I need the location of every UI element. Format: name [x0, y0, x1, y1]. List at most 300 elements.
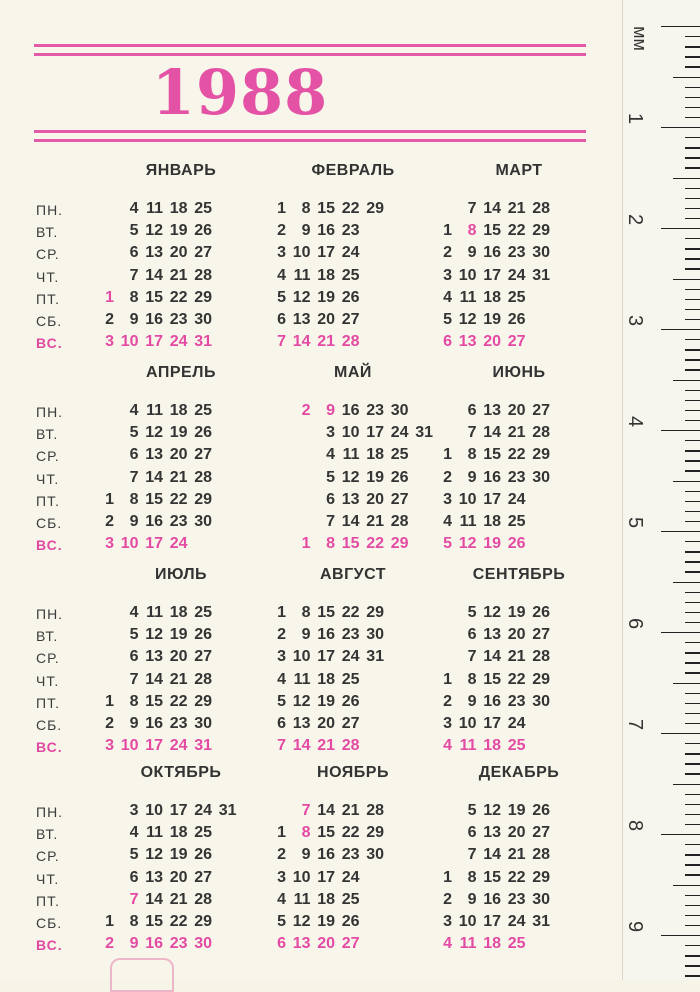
day-cell: 8: [326, 535, 335, 553]
weekday-label: ВС.: [36, 937, 63, 954]
day-cell: 13: [483, 626, 501, 644]
month-name: МАРТ: [495, 162, 543, 179]
day-cell: 30: [390, 402, 409, 419]
ruler-tick: [685, 107, 700, 108]
ruler-number: 7: [624, 718, 647, 731]
day-cell: 6: [129, 648, 139, 666]
weekday-label: ЧТ.: [36, 470, 60, 487]
day-cell: 8: [129, 288, 139, 306]
day-cell: 10: [458, 913, 477, 930]
ruler-tick: [685, 965, 700, 966]
day-cell: 23: [169, 935, 188, 953]
day-cell: 17: [483, 490, 501, 508]
day-cell: 14: [292, 333, 311, 351]
ruler-tick: [685, 299, 700, 300]
day-cell: 9: [467, 692, 477, 710]
day-cell: 11: [293, 266, 311, 284]
day-cell: 30: [366, 626, 384, 644]
day-cell: 2: [105, 311, 114, 328]
ruler-tick: [685, 440, 700, 441]
ruler-tick: [685, 359, 700, 360]
day-cell: 14: [341, 513, 360, 530]
day-cell: 19: [169, 424, 188, 442]
ruler-tick: [661, 228, 700, 229]
weekday-label: ЧТ.: [36, 268, 60, 285]
ruler-tick: [661, 430, 700, 431]
stamp-mark: [110, 958, 174, 992]
day-cell: 31: [532, 266, 550, 284]
day-cell: 23: [169, 311, 188, 328]
month-name: ИЮЛЬ: [154, 566, 208, 583]
day-cell: 4: [277, 890, 286, 908]
day-cell: 19: [507, 604, 526, 621]
day-cell: 25: [507, 737, 526, 755]
day-cell: 12: [483, 604, 501, 621]
day-cell: 27: [194, 446, 212, 464]
day-cell: 29: [194, 288, 212, 306]
day-cell: 2: [105, 935, 114, 953]
day-cell: 29: [532, 868, 550, 886]
day-cell: 29: [532, 222, 550, 240]
day-cell: 14: [483, 846, 501, 864]
ruler-tick: [685, 612, 700, 613]
day-cell: 8: [301, 604, 311, 621]
day-cell: 26: [194, 222, 212, 240]
day-cell: 19: [169, 626, 188, 644]
day-cell: 26: [507, 535, 526, 553]
day-cell: 5: [129, 626, 139, 644]
weekday-label: ВТ.: [36, 826, 59, 843]
millimeter-ruler: [622, 0, 700, 980]
day-cell: 13: [341, 490, 360, 508]
day-cell: 12: [145, 222, 163, 240]
day-cell: 19: [483, 535, 501, 553]
day-cell: 11: [459, 935, 477, 953]
day-cell: 23: [169, 513, 188, 530]
day-cell: 1: [105, 288, 114, 306]
ruler-tick: [685, 723, 700, 724]
day-cell: 21: [317, 333, 335, 351]
day-cell: 6: [467, 402, 477, 419]
day-cell: 28: [194, 266, 212, 284]
ruler-tick: [685, 470, 700, 471]
day-cell: 4: [129, 402, 139, 419]
day-cell: 14: [145, 890, 163, 908]
day-cell: 25: [341, 266, 360, 284]
day-cell: 7: [467, 200, 477, 217]
day-cell: 20: [507, 402, 526, 419]
day-cell: 14: [145, 670, 163, 688]
ruler-tick: [685, 56, 700, 57]
day-cell: 25: [507, 513, 526, 530]
day-cell: 18: [483, 288, 501, 306]
day-cell: 25: [507, 288, 526, 306]
day-cell: 23: [507, 468, 526, 486]
day-cell: 27: [194, 648, 212, 666]
day-cell: 2: [277, 222, 286, 240]
day-cell: 16: [317, 222, 335, 240]
ruler-tick: [685, 602, 700, 603]
day-cell: 5: [467, 802, 477, 819]
ruler-tick: [685, 713, 700, 714]
day-cell: 8: [467, 446, 477, 464]
ruler-tick: [685, 87, 700, 88]
day-cell: 17: [145, 535, 163, 553]
day-cell: 30: [532, 468, 550, 486]
day-cell: 31: [415, 424, 433, 442]
day-cell: 7: [129, 890, 139, 908]
day-cell: 2: [301, 402, 311, 419]
day-cell: 25: [194, 402, 212, 419]
ruler-tick: [685, 521, 700, 522]
day-cell: 28: [341, 333, 360, 351]
day-cell: 5: [129, 424, 139, 442]
day-cell: 24: [507, 490, 526, 508]
day-cell: 30: [366, 846, 384, 864]
ruler-tick: [673, 77, 700, 78]
month-name: ФЕВРАЛЬ: [311, 162, 395, 179]
ruler-tick: [685, 541, 700, 542]
day-cell: 9: [129, 935, 139, 953]
ruler-tick: [661, 935, 700, 936]
day-cell: 29: [532, 670, 550, 688]
weekday-label: ПТ.: [36, 290, 60, 307]
month-name: АВГУСТ: [319, 566, 387, 583]
weekday-label: ПТ.: [36, 492, 60, 509]
day-cell: 14: [483, 200, 501, 217]
ruler-tick: [685, 319, 700, 320]
ruler-tick: [673, 380, 700, 381]
day-cell: 7: [129, 266, 139, 284]
weekday-label: ПН.: [36, 202, 64, 218]
day-cell: 3: [105, 333, 114, 351]
day-cell: 3: [443, 490, 452, 508]
ruler-tick: [685, 905, 700, 906]
day-cell: 23: [507, 244, 526, 262]
day-cell: 3: [277, 868, 286, 886]
day-cell: 21: [341, 802, 360, 819]
ruler-tick: [685, 157, 700, 158]
ruler-tick: [661, 26, 700, 27]
ruler-tick: [685, 864, 700, 865]
day-cell: 16: [145, 935, 163, 953]
day-cell: 17: [317, 868, 335, 886]
day-cell: 6: [277, 935, 286, 953]
day-cell: 31: [532, 913, 550, 930]
ruler-tick: [685, 975, 700, 976]
ruler-tick: [673, 683, 700, 684]
day-cell: 12: [292, 913, 311, 930]
day-cell: 3: [443, 266, 452, 284]
day-cell: 9: [326, 402, 335, 419]
month-name: АПРЕЛЬ: [146, 364, 216, 381]
weekday-label: ПТ.: [36, 892, 60, 909]
day-cell: 19: [317, 692, 335, 710]
ruler-tick: [685, 117, 700, 118]
weekday-label: СБ.: [36, 717, 63, 733]
day-cell: 22: [169, 913, 188, 930]
day-cell: 14: [483, 648, 501, 666]
day-cell: 28: [532, 200, 550, 217]
day-cell: 3: [277, 244, 286, 262]
day-cell: 1: [443, 670, 452, 688]
day-cell: 18: [317, 670, 335, 688]
day-cell: 9: [301, 626, 311, 644]
day-cell: 7: [326, 513, 335, 530]
day-cell: 10: [458, 490, 477, 508]
ruler-tick: [673, 582, 700, 583]
day-cell: 1: [301, 535, 311, 553]
day-cell: 11: [459, 288, 477, 306]
day-cell: 3: [277, 648, 286, 666]
day-cell: 5: [443, 535, 452, 553]
weekday-label: СБ.: [36, 915, 63, 931]
ruler-tick: [685, 501, 700, 502]
ruler-tick: [685, 460, 700, 461]
day-cell: 12: [145, 424, 163, 442]
day-cell: 13: [145, 244, 163, 262]
weekday-label: ПТ.: [36, 694, 60, 711]
day-cell: 10: [341, 424, 360, 442]
day-cell: 18: [483, 935, 501, 953]
weekday-label: ВТ.: [36, 426, 59, 443]
calendar-year: 1988: [151, 56, 329, 129]
day-cell: 19: [483, 311, 501, 328]
day-cell: 22: [507, 868, 526, 886]
day-cell: 11: [293, 890, 311, 908]
weekday-label: ПН.: [36, 804, 64, 820]
ruler-tick: [685, 824, 700, 825]
day-cell: 14: [145, 266, 163, 284]
day-cell: 18: [169, 824, 188, 842]
day-cell: 17: [317, 244, 335, 262]
day-cell: 23: [507, 692, 526, 710]
day-cell: 3: [443, 913, 452, 930]
day-cell: 24: [341, 244, 360, 262]
weekday-label: СР.: [36, 246, 60, 263]
month-name: ЯНВАРЬ: [145, 162, 217, 179]
weekday-label: СР.: [36, 448, 60, 465]
ruler-tick: [673, 481, 700, 482]
ruler-tick: [685, 571, 700, 572]
day-cell: 17: [145, 333, 163, 351]
ruler-tick: [685, 137, 700, 138]
day-cell: 27: [532, 402, 550, 419]
day-cell: 9: [129, 311, 139, 328]
ruler-tick: [685, 895, 700, 896]
day-cell: 26: [194, 424, 212, 442]
day-cell: 10: [120, 333, 139, 351]
day-cell: 2: [277, 846, 286, 864]
day-cell: 6: [277, 311, 286, 328]
day-cell: 17: [317, 648, 335, 666]
day-cell: 7: [467, 648, 477, 666]
day-cell: 5: [277, 692, 286, 710]
day-cell: 20: [366, 490, 384, 508]
day-cell: 23: [507, 890, 526, 908]
ruler-number: 4: [624, 415, 647, 428]
ruler-tick: [673, 178, 700, 179]
weekday-label: ВС.: [36, 335, 63, 352]
day-cell: 30: [532, 244, 550, 262]
ruler-tick: [685, 854, 700, 855]
day-cell: 9: [301, 222, 311, 240]
day-cell: 7: [129, 468, 139, 486]
day-cell: 23: [341, 222, 360, 240]
day-cell: 25: [341, 890, 360, 908]
day-cell: 20: [507, 824, 526, 842]
day-cell: 6: [129, 868, 139, 886]
ruler-tick: [685, 753, 700, 754]
day-cell: 2: [443, 890, 452, 908]
day-cell: 29: [532, 446, 550, 464]
day-cell: 23: [169, 715, 188, 732]
day-cell: 20: [507, 626, 526, 644]
day-cell: 11: [459, 737, 477, 755]
day-cell: 5: [443, 311, 452, 328]
day-cell: 9: [129, 715, 139, 732]
day-cell: 16: [483, 468, 501, 486]
day-cell: 28: [532, 424, 550, 442]
ruler-tick: [685, 844, 700, 845]
day-cell: 22: [169, 692, 188, 710]
day-cell: 22: [341, 604, 360, 621]
day-cell: 9: [467, 890, 477, 908]
ruler-number: 9: [624, 920, 647, 933]
ruler-tick: [685, 511, 700, 512]
ruler-tick: [685, 289, 700, 290]
ruler-tick: [685, 915, 700, 916]
ruler-tick: [685, 349, 700, 350]
day-cell: 11: [146, 824, 163, 842]
ruler-tick: [685, 258, 700, 259]
ruler-number: 6: [624, 617, 647, 630]
day-cell: 31: [194, 333, 212, 351]
day-cell: 1: [277, 604, 286, 621]
day-cell: 4: [443, 288, 452, 306]
day-cell: 27: [194, 868, 212, 886]
day-cell: 27: [341, 715, 360, 732]
day-cell: 22: [341, 824, 360, 842]
day-cell: 24: [507, 913, 526, 930]
day-cell: 22: [507, 222, 526, 240]
weekday-label: ЧТ.: [36, 672, 60, 689]
day-cell: 29: [194, 490, 212, 508]
ruler-tick: [685, 66, 700, 67]
day-cell: 17: [483, 715, 501, 732]
top-rule-4: [34, 139, 586, 142]
day-cell: 13: [483, 402, 501, 419]
day-cell: 20: [317, 715, 335, 732]
ruler-tick: [685, 804, 700, 805]
day-cell: 23: [366, 402, 384, 419]
day-cell: 25: [341, 670, 360, 688]
day-cell: 1: [443, 446, 452, 464]
day-cell: 14: [317, 802, 335, 819]
day-cell: 13: [292, 715, 311, 732]
ruler-tick: [685, 390, 700, 391]
day-cell: 3: [105, 737, 114, 755]
day-cell: 7: [277, 737, 286, 755]
day-cell: 8: [467, 222, 477, 240]
ruler-tick: [685, 97, 700, 98]
ruler-tick: [685, 400, 700, 401]
ruler-tick: [661, 834, 700, 835]
day-cell: 9: [301, 846, 311, 864]
day-cell: 12: [341, 468, 360, 486]
ruler-tick: [685, 743, 700, 744]
day-cell: 8: [301, 824, 311, 842]
day-cell: 11: [342, 446, 360, 464]
day-cell: 24: [341, 648, 360, 666]
day-cell: 13: [292, 311, 311, 328]
day-cell: 12: [145, 846, 163, 864]
day-cell: 24: [341, 868, 360, 886]
day-cell: 19: [169, 846, 188, 864]
day-cell: 1: [105, 490, 114, 508]
day-cell: 17: [483, 266, 501, 284]
day-cell: 4: [129, 604, 139, 621]
day-cell: 19: [317, 288, 335, 306]
day-cell: 21: [507, 200, 526, 217]
day-cell: 1: [105, 692, 114, 710]
day-cell: 27: [532, 626, 550, 644]
day-cell: 5: [326, 468, 335, 486]
ruler-tick: [661, 531, 700, 532]
day-cell: 3: [443, 715, 452, 732]
day-cell: 24: [390, 424, 409, 442]
day-cell: 28: [194, 890, 212, 908]
ruler-tick: [685, 46, 700, 47]
ruler-tick: [685, 309, 700, 310]
ruler-tick: [685, 814, 700, 815]
day-cell: 12: [292, 288, 311, 306]
day-cell: 4: [443, 935, 452, 953]
ruler-tick: [685, 592, 700, 593]
day-cell: 6: [277, 715, 286, 732]
month-name: ОКТЯБРЬ: [140, 764, 222, 781]
ruler-tick: [685, 794, 700, 795]
day-cell: 21: [169, 890, 188, 908]
day-cell: 26: [532, 802, 550, 819]
day-cell: 11: [146, 200, 163, 217]
day-cell: 4: [129, 200, 139, 217]
day-cell: 20: [317, 311, 335, 328]
day-cell: 6: [443, 333, 452, 351]
day-cell: 13: [458, 333, 477, 351]
day-cell: 11: [146, 604, 163, 621]
day-cell: 18: [169, 200, 188, 217]
day-cell: 1: [443, 868, 452, 886]
ruler-tick: [673, 885, 700, 886]
day-cell: 2: [443, 468, 452, 486]
ruler-tick: [685, 642, 700, 643]
day-cell: 4: [277, 670, 286, 688]
day-cell: 26: [341, 288, 360, 306]
day-cell: 17: [366, 424, 384, 442]
day-cell: 17: [145, 737, 163, 755]
day-cell: 29: [194, 913, 212, 930]
day-cell: 11: [459, 513, 477, 530]
ruler-tick: [661, 733, 700, 734]
day-cell: 29: [194, 692, 212, 710]
day-cell: 13: [483, 824, 501, 842]
day-cell: 3: [105, 535, 114, 553]
day-cell: 1: [277, 200, 286, 217]
ruler-tick: [685, 147, 700, 148]
weekday-label: СР.: [36, 650, 60, 667]
day-cell: 30: [194, 311, 212, 328]
